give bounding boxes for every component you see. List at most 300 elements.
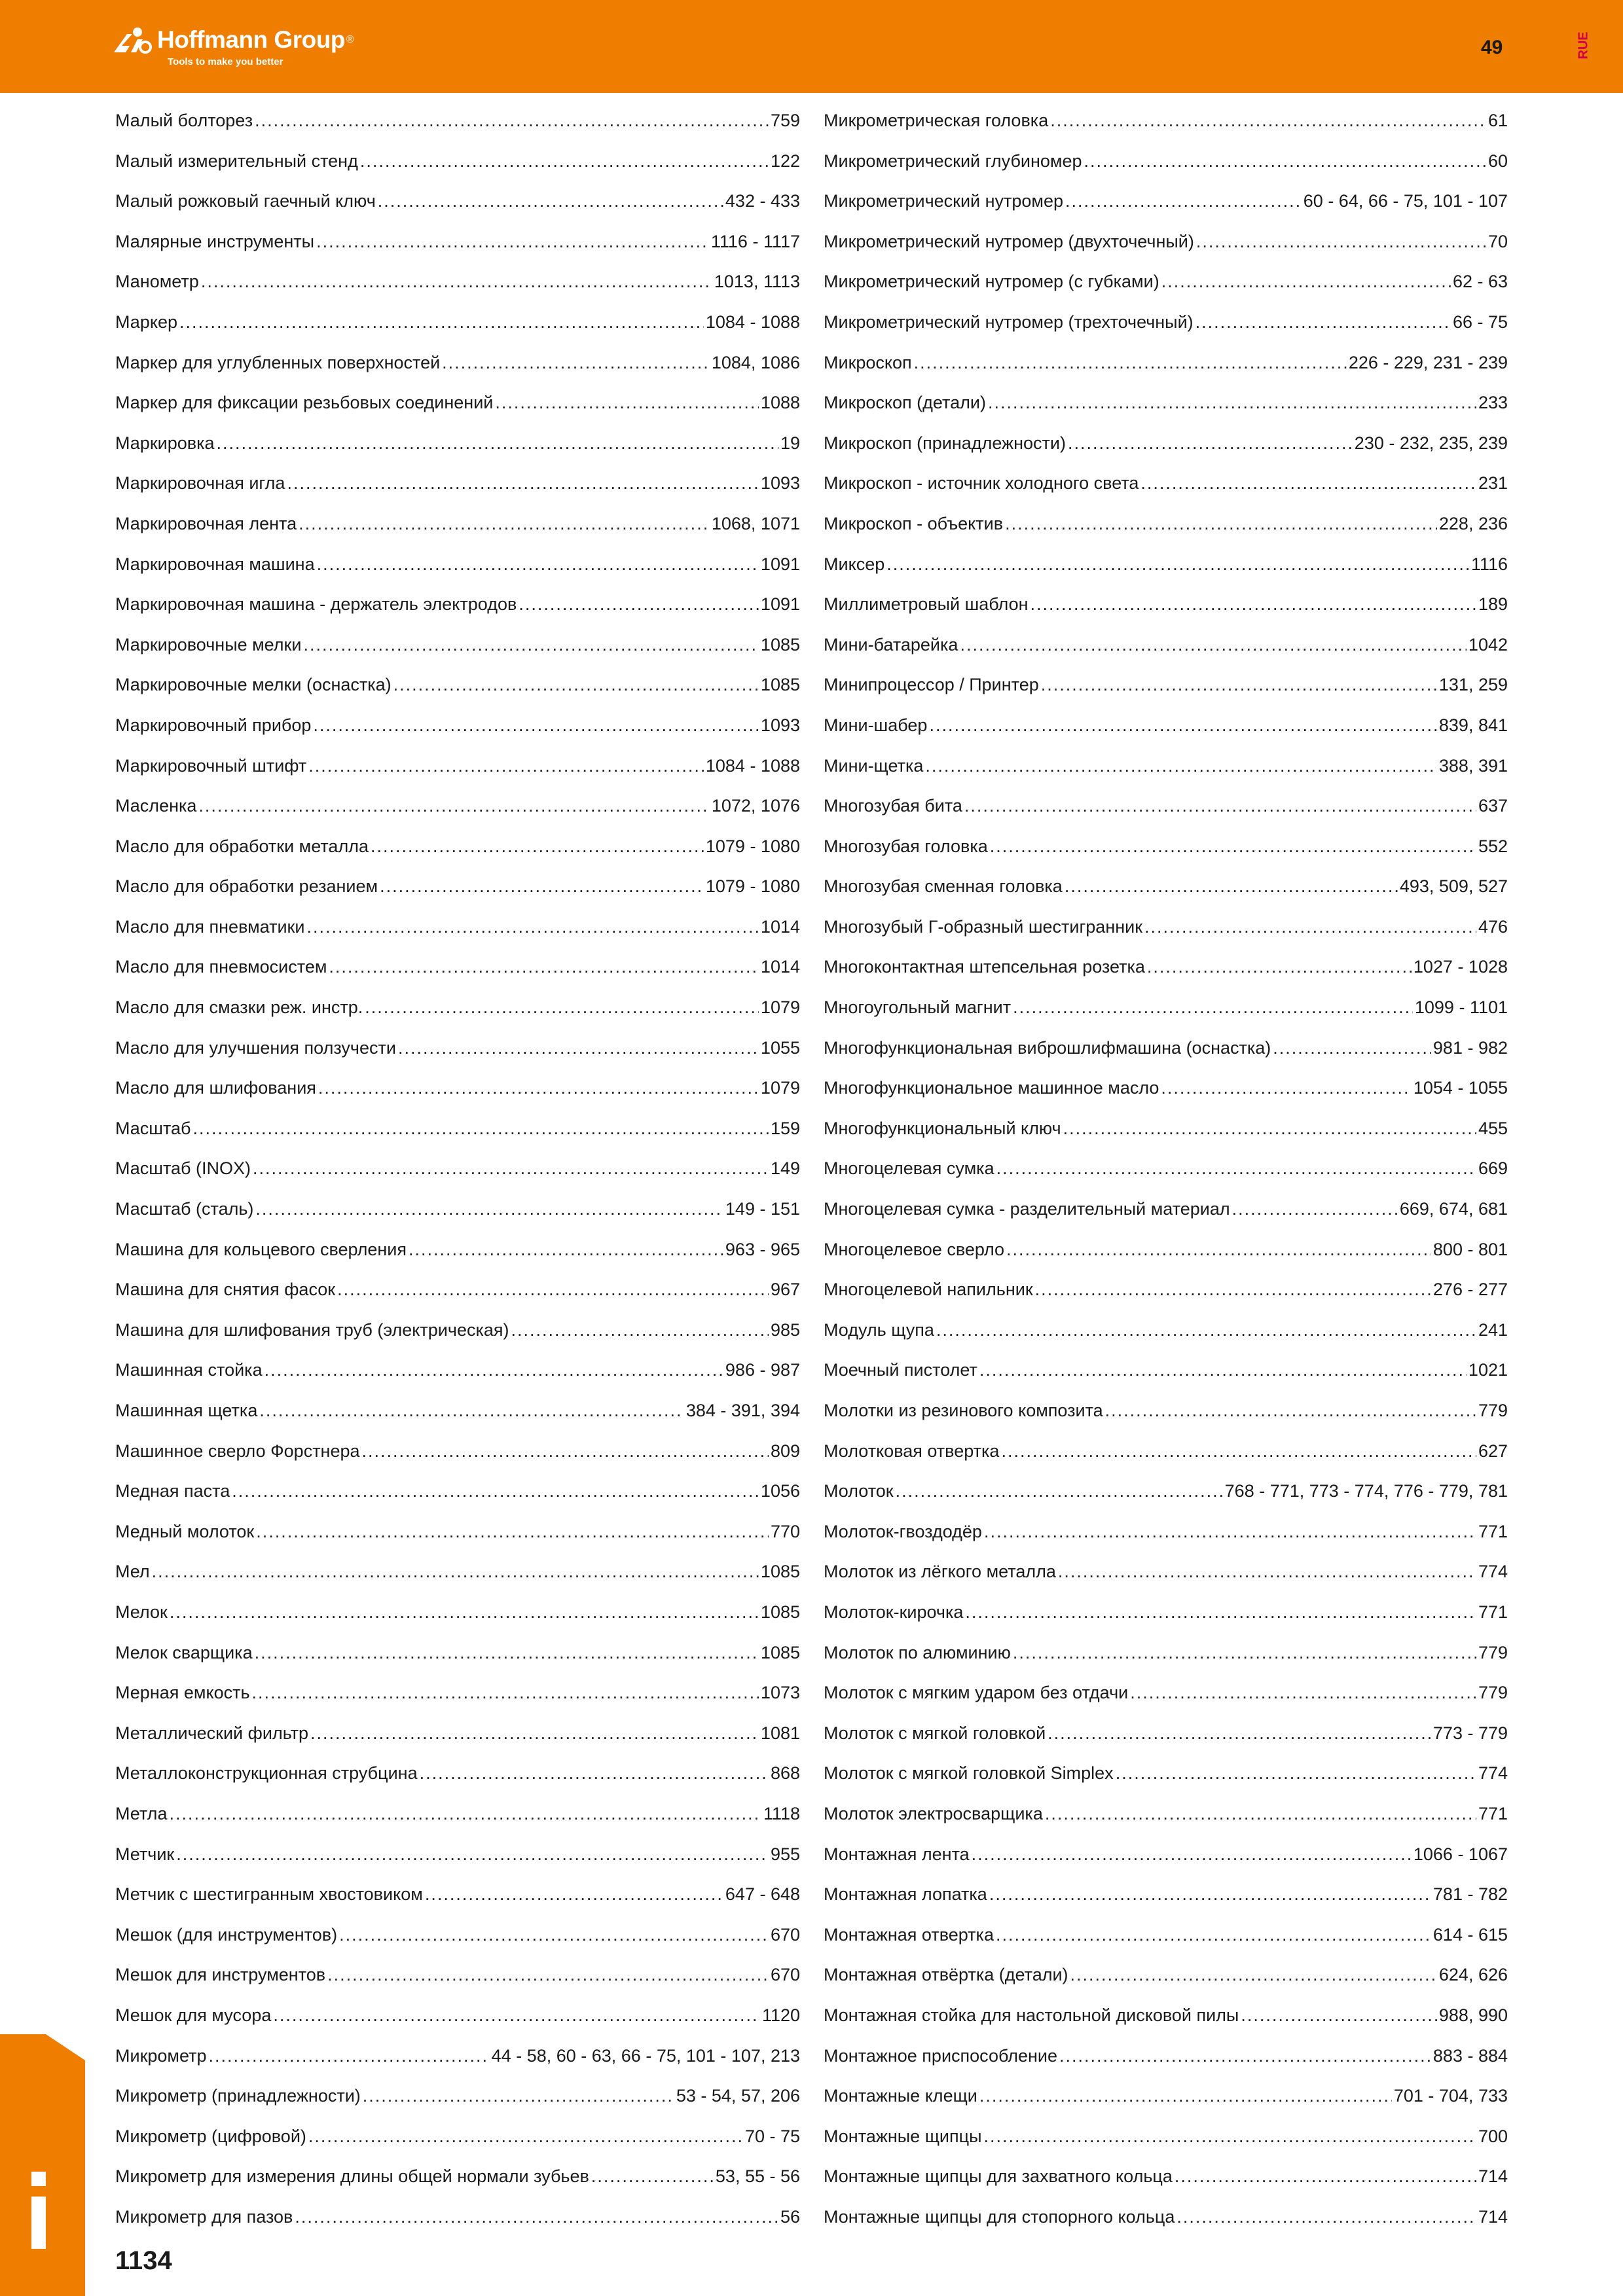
- index-term: Мелок сварщика: [115, 1642, 253, 1662]
- index-entry: [115, 272, 800, 312]
- index-pages: 122: [770, 151, 800, 171]
- index-term: Мини-щетка: [824, 755, 924, 776]
- dot-leader: [442, 353, 710, 373]
- index-pages: 1013, 1113: [714, 272, 800, 292]
- dot-leader: [252, 1683, 759, 1703]
- dot-leader: [1013, 1643, 1476, 1663]
- index-pages: 1079 - 1080: [705, 836, 800, 856]
- index-pages: 53 - 54, 57, 206: [676, 2086, 800, 2106]
- index-pages: 552: [1478, 836, 1508, 856]
- index-entry: [824, 1804, 1508, 1844]
- index-entry: [824, 1643, 1508, 1683]
- index-pages: 670: [770, 1924, 800, 1945]
- index-entry: [115, 2166, 800, 2207]
- dot-leader: [329, 957, 759, 977]
- dot-leader: [1041, 675, 1437, 695]
- index-term: Масло для смазки реж. инстр.: [115, 997, 363, 1018]
- index-pages: 1027 - 1028: [1413, 957, 1508, 977]
- dot-leader: [960, 635, 1466, 655]
- index-term: Монтажные щипцы для захватного кольца: [824, 2166, 1173, 2187]
- dot-leader: [511, 1320, 769, 1340]
- index-pages: 771: [1478, 1521, 1508, 1541]
- index-term: Монтажная лента: [824, 1844, 970, 1864]
- index-term: Молотки из резинового композита: [824, 1401, 1103, 1420]
- dot-leader: [380, 876, 704, 897]
- index-pages: 614 - 615: [1432, 1924, 1508, 1945]
- index-pages: 759: [770, 111, 800, 130]
- index-term: Монтажные клещи: [824, 2086, 977, 2106]
- index-term: Молоток электросварщика: [824, 1803, 1043, 1823]
- index-pages: 149: [770, 1158, 800, 1179]
- index-pages: 44 - 58, 60 - 63, 66 - 75, 101 - 107, 213: [491, 2045, 800, 2066]
- dot-leader: [984, 1522, 1476, 1542]
- index-term: Микрометрический глубиномер: [824, 151, 1082, 171]
- index-entry: [115, 2046, 800, 2087]
- index-term: Масштаб (INOX): [115, 1158, 251, 1179]
- dot-leader: [979, 1360, 1467, 1380]
- index-term: Монтажная отвёртка (детали): [824, 1965, 1068, 1985]
- index-pages: 276 - 277: [1432, 1280, 1508, 1300]
- index-pages: 384 - 391, 394: [685, 1401, 800, 1420]
- index-term: Мел: [115, 1562, 150, 1582]
- index-pages: 60 - 64, 66 - 75, 101 - 107: [1303, 191, 1508, 211]
- index-entry: [824, 876, 1508, 917]
- index-entry: [115, 1925, 800, 1965]
- index-pages: 1072, 1076: [711, 796, 800, 816]
- index-term: Модуль щупа: [824, 1319, 934, 1340]
- index-entry: [824, 715, 1508, 756]
- index-entry: [115, 1280, 800, 1320]
- index-pages: 963 - 965: [725, 1239, 800, 1259]
- index-entry: [115, 514, 800, 554]
- index-entry: [115, 232, 800, 272]
- index-pages: 1055: [760, 1037, 800, 1058]
- dot-leader: [965, 1602, 1476, 1623]
- index-pages: 1054 - 1055: [1413, 1078, 1508, 1098]
- index-pages: 189: [1478, 594, 1508, 615]
- dot-leader: [170, 1602, 759, 1623]
- index-entry: [824, 1522, 1508, 1562]
- index-pages: 66 - 75: [1452, 312, 1508, 332]
- index-term: Монтажные щипцы: [824, 2126, 982, 2146]
- index-entry: [115, 1643, 800, 1683]
- index-term: Масло для шлифования: [115, 1078, 316, 1098]
- index-term: Микроскоп (принадлежности): [824, 433, 1066, 453]
- index-term: Мешок (для инструментов): [115, 1924, 338, 1945]
- index-entry: [824, 151, 1508, 192]
- index-pages: 1014: [760, 957, 800, 977]
- index-pages: 770: [770, 1521, 800, 1541]
- index-term: Монтажное приспособление: [824, 2045, 1058, 2066]
- brand-name: Hoffmann Group: [157, 26, 345, 53]
- index-term: Масло для пневматики: [115, 916, 305, 937]
- dot-leader: [232, 1481, 759, 1501]
- dot-leader: [317, 554, 759, 575]
- index-entry: [824, 917, 1508, 958]
- dot-leader: [1050, 111, 1486, 131]
- index-entry: [115, 1965, 800, 2005]
- dot-leader: [337, 1280, 769, 1300]
- dot-leader: [1001, 1441, 1476, 1462]
- index-entry: [824, 272, 1508, 312]
- index-entry: [824, 433, 1508, 474]
- index-entry: [115, 393, 800, 433]
- index-entry: [824, 2005, 1508, 2046]
- index-entry: [824, 796, 1508, 836]
- index-entry: [115, 2207, 800, 2248]
- brand-registered-mark: ®: [346, 34, 354, 45]
- index-entry: [824, 1441, 1508, 1482]
- index-pages: 1066 - 1067: [1413, 1844, 1508, 1864]
- index-term: Монтажная стойка для настольной дисковой пилы: [824, 2005, 1239, 2025]
- dot-leader: [169, 1804, 761, 1824]
- dot-leader: [996, 1158, 1476, 1179]
- index-term: Многоцелевая сумка - разделительный материал: [824, 1199, 1230, 1219]
- dot-leader: [1065, 191, 1302, 211]
- dot-leader: [255, 111, 769, 131]
- index-entry: [824, 1844, 1508, 1885]
- index-pages: 19: [780, 433, 800, 453]
- index-term: Микроскоп: [824, 352, 912, 372]
- index-term: Маркировочный прибор: [115, 715, 312, 735]
- index-term: Микрометрический нутромер (с губками): [824, 272, 1159, 292]
- index-entry: [115, 1119, 800, 1159]
- index-entry: [115, 1844, 800, 1885]
- index-term: Микрометрический нутромер (двухточечный): [824, 231, 1194, 251]
- index-pages: 714: [1478, 2206, 1508, 2227]
- index-term: Маркировочные мелки (оснастка): [115, 675, 392, 695]
- index-entry: [824, 1280, 1508, 1320]
- dot-leader: [253, 1158, 769, 1179]
- index-term: Молоток с мягким ударом без отдачи: [824, 1683, 1129, 1703]
- index-pages: 1091: [760, 594, 800, 615]
- dot-leader: [339, 1925, 769, 1945]
- index-entry: [824, 473, 1508, 514]
- dot-leader: [255, 1643, 759, 1663]
- index-pages: 670: [770, 1965, 800, 1985]
- dot-leader: [1065, 876, 1398, 897]
- header-bar: [0, 0, 1623, 93]
- index-entry: [115, 1038, 800, 1079]
- index-pages: 230 - 232, 235, 239: [1354, 433, 1508, 453]
- index-entry: [115, 917, 800, 958]
- index-pages: 868: [770, 1763, 800, 1784]
- index-entry: [115, 1240, 800, 1280]
- index-term: Мешок для инструментов: [115, 1965, 326, 1985]
- index-term: Микрометр (принадлежности): [115, 2086, 361, 2106]
- index-pages: 809: [770, 1441, 800, 1461]
- index-pages: 159: [770, 1118, 800, 1138]
- index-entry: [824, 2207, 1508, 2248]
- index-term: Масло для обработки резанием: [115, 876, 378, 897]
- index-column-left: [115, 111, 800, 2247]
- index-term: Многоцелевое сверло: [824, 1239, 1005, 1259]
- index-term: Машинное сверло Форстнера: [115, 1441, 360, 1461]
- index-term: Многоконтактная штепсельная розетка: [824, 957, 1145, 977]
- index-pages: 1088: [760, 393, 800, 413]
- dot-leader: [1130, 1683, 1476, 1703]
- index-term: Молоток: [824, 1481, 894, 1501]
- index-entry: [824, 2046, 1508, 2087]
- index-pages: 981 - 982: [1432, 1037, 1508, 1058]
- dot-leader: [255, 1199, 723, 1219]
- index-pages: 771: [1478, 1803, 1508, 1823]
- dot-leader: [925, 756, 1437, 776]
- index-term: Молоток с мягкой головкой: [824, 1723, 1046, 1743]
- index-term: Мелок: [115, 1602, 168, 1622]
- index-term: Маркировочная машина: [115, 554, 315, 574]
- index-entry: [824, 1360, 1508, 1401]
- index-entry: [115, 151, 800, 192]
- dot-leader: [308, 2126, 743, 2147]
- index-entry: [115, 473, 800, 514]
- index-pages: 627: [1478, 1441, 1508, 1461]
- index-term: Молоток по алюминию: [824, 1642, 1011, 1662]
- index-entry: [115, 1562, 800, 1602]
- dot-leader: [989, 1884, 1431, 1905]
- index-term: Малый измерительный стенд: [115, 151, 358, 171]
- index-entry: [824, 1320, 1508, 1361]
- dot-leader: [365, 997, 759, 1018]
- index-pages: 226 - 229, 231 - 239: [1348, 352, 1508, 372]
- index-entry: [115, 876, 800, 917]
- dot-leader: [1161, 272, 1451, 292]
- index-entry: [115, 1763, 800, 1804]
- index-term: Многоцелевая сумка: [824, 1158, 994, 1179]
- index-entry: [824, 1078, 1508, 1119]
- index-term: Мини-батарейка: [824, 634, 958, 655]
- index-term: Многоцелевой напильник: [824, 1280, 1033, 1300]
- index-term: Метчик: [115, 1844, 175, 1864]
- index-term: Микрометр для измерения длины общей нормали зубьев: [115, 2166, 589, 2187]
- dot-leader: [303, 635, 758, 655]
- index-entry: [824, 312, 1508, 353]
- index-term: Металлоконструкционная струбцина: [115, 1763, 418, 1784]
- index-pages: 779: [1478, 1642, 1508, 1662]
- index-term: Монтажные щипцы для стопорного кольца: [824, 2206, 1175, 2227]
- index-pages: 1085: [760, 675, 800, 695]
- index-term: Малый рожковый гаечный ключ: [115, 191, 376, 211]
- dot-leader: [1144, 917, 1476, 937]
- index-term: Масштаб (сталь): [115, 1199, 254, 1219]
- index-pages: 476: [1478, 916, 1508, 937]
- index-term: Мерная емкость: [115, 1683, 250, 1703]
- index-pages: 779: [1478, 1401, 1508, 1420]
- index-term: Многозубая сменная головка: [824, 876, 1063, 897]
- index-term: Маркировка: [115, 433, 215, 453]
- index-pages: 637: [1478, 796, 1508, 816]
- index-pages: 1042: [1468, 634, 1508, 655]
- index-pages: 988, 990: [1438, 2005, 1508, 2025]
- index-pages: 1079: [760, 1078, 800, 1098]
- index-term: Молоток с мягкой головкой Simplex: [824, 1763, 1114, 1784]
- dot-leader: [519, 594, 759, 615]
- index-term: Маркировочная лента: [115, 513, 297, 533]
- index-term: Миллиметровый шаблон: [824, 594, 1029, 615]
- index-entry: [824, 353, 1508, 393]
- index-entry: [824, 594, 1508, 635]
- hoffmann-logo-icon: [113, 26, 152, 54]
- index-term: Маркировочная машина - держатель электродов: [115, 594, 517, 615]
- index-pages: 624, 626: [1438, 1965, 1508, 1985]
- dot-leader: [996, 1925, 1431, 1945]
- dot-leader: [256, 1522, 769, 1542]
- index-pages: 1056: [760, 1481, 800, 1501]
- info-tab: [0, 2034, 85, 2296]
- dot-leader: [1045, 1804, 1476, 1824]
- index-entry: [115, 594, 800, 635]
- dot-leader: [1068, 433, 1353, 454]
- dot-leader: [1006, 1240, 1431, 1260]
- index-term: Микрометрическая головка: [824, 111, 1049, 130]
- dot-leader: [327, 1965, 769, 1985]
- index-pages: 1081: [760, 1723, 800, 1743]
- index-term: Машинная стойка: [115, 1360, 263, 1380]
- index-entry: [824, 2126, 1508, 2167]
- index-entry: [824, 393, 1508, 433]
- index-pages: 1116: [1470, 554, 1508, 574]
- index-entry: [824, 2166, 1508, 2207]
- dot-leader: [179, 312, 704, 332]
- index-entry: [115, 353, 800, 393]
- index-pages: 1116 - 1117: [710, 231, 800, 251]
- index-term: Микроскоп (детали): [824, 393, 986, 413]
- index-entry: [824, 1763, 1508, 1804]
- index-entry: [824, 232, 1508, 272]
- index-entry: [115, 1884, 800, 1925]
- index-entry: [115, 1441, 800, 1482]
- index-term: Микрометрический нутромер: [824, 191, 1064, 211]
- index-entry: [824, 191, 1508, 232]
- index-pages: 1091: [760, 554, 800, 574]
- index-entry: [115, 191, 800, 232]
- dot-leader: [198, 796, 709, 816]
- index-pages: 839, 841: [1438, 715, 1508, 735]
- index-pages: 774: [1478, 1763, 1508, 1784]
- index-entry: [115, 756, 800, 797]
- dot-leader: [886, 554, 1469, 575]
- index-entry: [824, 111, 1508, 151]
- index-pages: 149 - 151: [725, 1199, 800, 1219]
- dot-leader: [420, 1763, 769, 1784]
- dot-leader: [990, 836, 1476, 857]
- dot-leader: [287, 473, 758, 493]
- index-term: Машинная щетка: [115, 1401, 258, 1420]
- dot-leader: [1070, 1965, 1437, 1985]
- index-entry: [824, 554, 1508, 595]
- index-pages: 1099 - 1101: [1414, 997, 1508, 1018]
- index-entry: [824, 836, 1508, 877]
- index-term: Маркировочный штифт: [115, 755, 307, 776]
- dot-leader: [591, 2166, 714, 2187]
- index-entry: [115, 1158, 800, 1199]
- index-term: Микрометр (цифровой): [115, 2126, 306, 2146]
- dot-leader: [979, 2086, 1392, 2106]
- dot-leader: [1176, 2207, 1476, 2227]
- dot-leader: [495, 393, 759, 413]
- index-term: Мини-шабер: [824, 715, 928, 735]
- dot-leader: [1116, 1763, 1476, 1784]
- index-term: Многофункциональное машинное масло: [824, 1078, 1159, 1098]
- index-term: Многофункциональный ключ: [824, 1118, 1061, 1138]
- index-pages: 985: [770, 1319, 800, 1340]
- dot-leader: [310, 1723, 759, 1744]
- index-term: Маркер для фиксации резьбовых соединений: [115, 393, 494, 413]
- dot-leader: [295, 2207, 778, 2227]
- dot-leader: [316, 232, 709, 252]
- index-pages: 1093: [760, 715, 800, 735]
- index-pages: 231: [1478, 473, 1508, 493]
- dot-leader: [1232, 1199, 1398, 1219]
- index-term: Микроскоп - источник холодного света: [824, 473, 1139, 493]
- index-term: Монтажная отвертка: [824, 1924, 994, 1945]
- index-pages: 1084 - 1088: [705, 312, 800, 332]
- dot-leader: [929, 715, 1436, 736]
- index-entry: [824, 1119, 1508, 1159]
- index-pages: 1079: [760, 997, 800, 1018]
- index-entry: [115, 997, 800, 1038]
- index-entry: [824, 1481, 1508, 1522]
- index-entry: [824, 1884, 1508, 1925]
- index-entry: [115, 2126, 800, 2167]
- index-pages: 228, 236: [1438, 513, 1508, 533]
- dot-leader: [1161, 1078, 1411, 1098]
- index-pages: 1079 - 1080: [705, 876, 800, 897]
- index-pages: 493, 509, 527: [1399, 876, 1508, 897]
- dot-leader: [1063, 1119, 1476, 1139]
- dot-leader: [193, 1119, 769, 1139]
- index-term: Масло для обработки металла: [115, 836, 369, 856]
- dot-leader: [393, 675, 759, 695]
- index-pages: 774: [1478, 1562, 1508, 1582]
- dot-leader: [1195, 312, 1451, 332]
- index-pages: 1084, 1086: [711, 352, 800, 372]
- dot-leader: [273, 2005, 760, 2026]
- index-pages: 1085: [760, 634, 800, 655]
- index-term: Металлический фильтр: [115, 1723, 309, 1743]
- index-entry: [115, 635, 800, 675]
- dot-leader: [983, 2126, 1476, 2147]
- header-page-number: 49: [1481, 37, 1503, 58]
- index-entry: [115, 1804, 800, 1844]
- index-term: Многофункциональная виброшлифмашина (оснастка): [824, 1037, 1271, 1058]
- dot-leader: [914, 353, 1347, 373]
- index-pages: 701 - 704, 733: [1393, 2086, 1508, 2106]
- index-entry: [824, 1401, 1508, 1441]
- index-pages: 233: [1478, 393, 1508, 413]
- dot-leader: [299, 514, 710, 534]
- index-term: Малый болторез: [115, 111, 253, 130]
- index-term: Машина для кольцевого сверления: [115, 1239, 407, 1259]
- index-term: Молотковая отвертка: [824, 1441, 1000, 1461]
- index-pages: 432 - 433: [725, 191, 800, 211]
- index-pages: 771: [1478, 1602, 1508, 1622]
- dot-leader: [378, 191, 723, 211]
- index-term: Медная паста: [115, 1481, 230, 1501]
- index-pages: 955: [770, 1844, 800, 1864]
- index-term: Масштаб: [115, 1118, 191, 1138]
- index-term: Маркировочная игла: [115, 473, 285, 493]
- index-entry: [115, 2086, 800, 2126]
- index-pages: 669, 674, 681: [1399, 1199, 1508, 1219]
- index-entry: [824, 635, 1508, 675]
- index-pages: 388, 391: [1438, 755, 1508, 776]
- dot-leader: [362, 1441, 769, 1462]
- index-pages: 1085: [760, 1602, 800, 1622]
- index-entry: [115, 312, 800, 353]
- index-entry: [115, 433, 800, 474]
- index-pages: 779: [1478, 1683, 1508, 1703]
